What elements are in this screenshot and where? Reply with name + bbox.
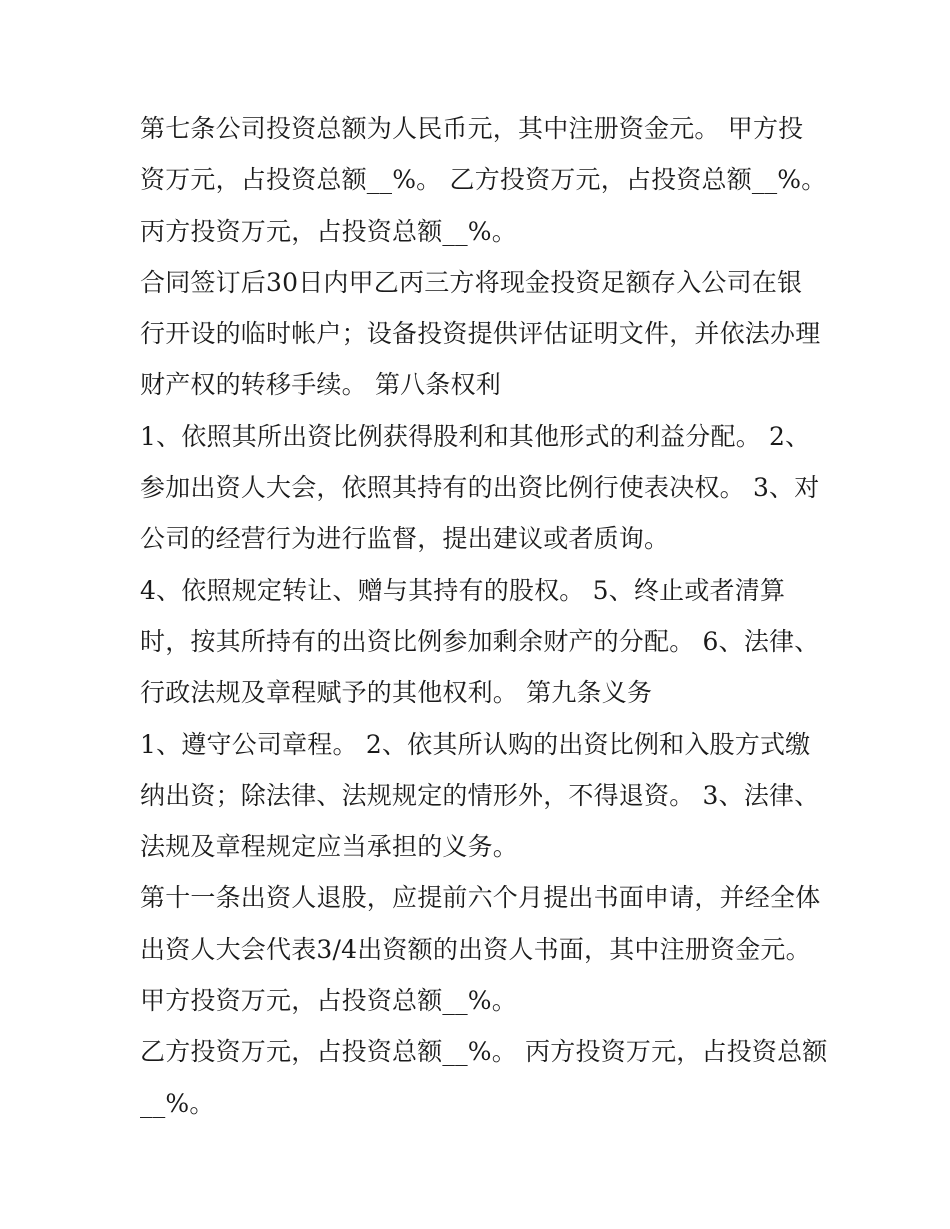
text-line: 甲方投资万元，占投资总额__%。 — [140, 986, 517, 1016]
text-line: __%。 — [140, 1088, 215, 1118]
text-line: 1、遵守公司章程。 2、依其所认购的出资比例和入股方式缴 — [140, 729, 811, 759]
text-line: 第十一条出资人退股，应提前六个月提出书面申请，并经全体 — [140, 883, 821, 913]
text-line: 合同签订后30日内甲乙丙三方将现金投资足额存入公司在银 — [140, 267, 803, 297]
text-line: 1、依照其所出资比例获得股利和其他形式的利益分配。 2、 — [140, 421, 811, 451]
text-line: 行政法规及章程赋予的其他权利。 第九条义务 — [140, 678, 653, 708]
text-line: 财产权的转移手续。 第八条权利 — [140, 370, 501, 400]
text-line: 4、依照规定转让、赠与其持有的股权。 5、终止或者清算 — [140, 575, 786, 605]
text-line: 纳出资；除法律、法规规定的情形外，不得退资。 3、法律、 — [140, 780, 820, 810]
document-body — [140, 103, 828, 1129]
text-line: 参加出资人大会，依照其持有的出资比例行使表决权。 3、对 — [140, 473, 820, 503]
text-line: 时，按其所持有的出资比例参加剩余财产的分配。 6、法律、 — [140, 626, 820, 656]
text-line: 法规及章程规定应当承担的义务。 — [140, 832, 519, 862]
text-line: 丙方投资万元，占投资总额__%。 — [140, 216, 517, 246]
text-line: 第七条公司投资总额为人民币元，其中注册资金元。 甲方投 — [140, 114, 804, 143]
text-line: 资万元，占投资总额__%。 乙方投资万元，占投资总额__%。 — [140, 165, 827, 195]
text-line: 乙方投资万元，占投资总额__%。 丙方投资万元，占投资总额 — [140, 1037, 828, 1067]
text-line: 出资人大会代表3/4出资额的出资人书面，其中注册资金元。 — [140, 934, 811, 964]
text-line: 公司的经营行为进行监督，提出建议或者质询。 — [140, 524, 670, 554]
text-line: 行开设的临时帐户；设备投资提供评估证明文件，并依法办理 — [140, 319, 821, 349]
